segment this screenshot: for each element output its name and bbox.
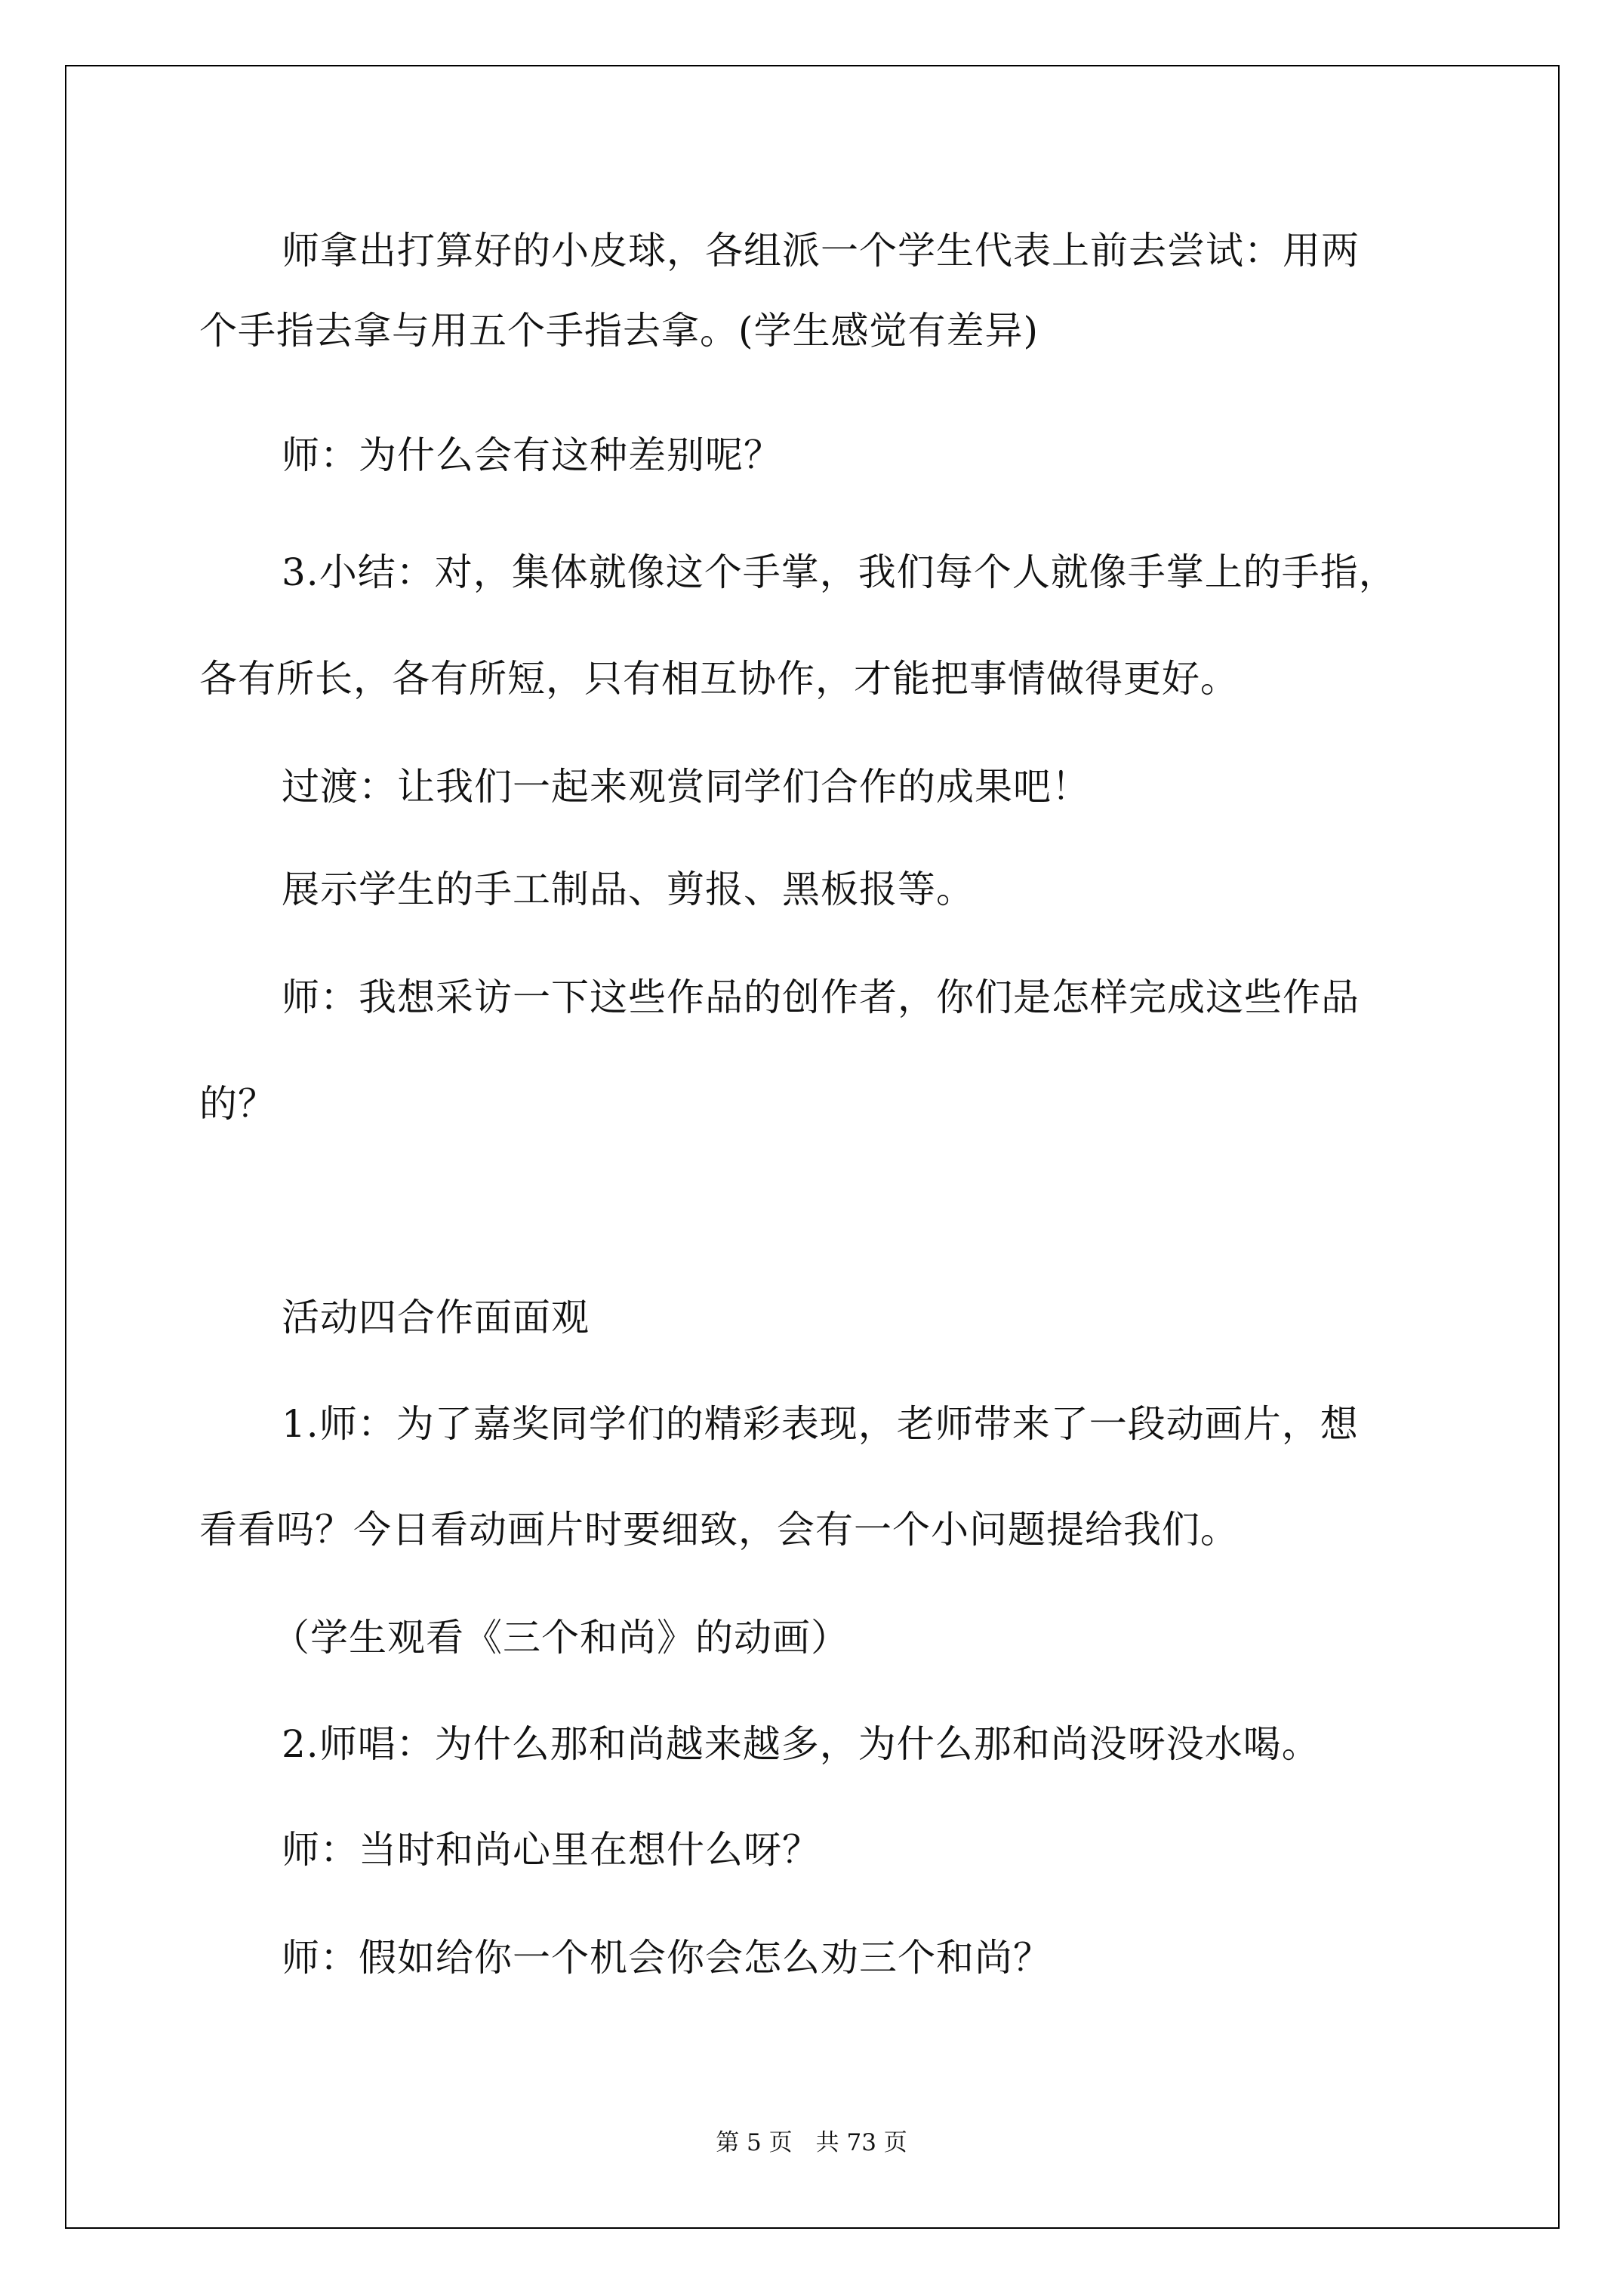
paragraph-line-11: 1.师：为了嘉奖同学们的精彩表现，老师带来了一段动画片，想 [282,1402,1359,1446]
paragraph-line-9: 的？ [199,1082,276,1126]
paragraph-line-13: （学生观看《三个和尚》的动画） [272,1616,849,1660]
paragraph-line-2: 个手指去拿与用五个手指去拿。(学生感觉有差异) [199,309,1039,353]
paragraph-line-5: 各有所长，各有所短，只有相互协作，才能把事情做得更好。 [199,657,1239,701]
page-number-footer: 第 5 页 共 73 页 [716,2129,907,2156]
section-heading: 活动四合作面面观 [282,1296,590,1339]
paragraph-line-14: 2.师唱：为什么那和尚越来越多，为什么那和尚没呀没水喝。 [282,1722,1320,1766]
paragraph-line-16: 师：假如给你一个机会你会怎么劝三个和尚？ [282,1936,1052,1980]
paragraph-line-8: 师：我想采访一下这些作品的创作者，你们是怎样完成这些作品 [282,975,1360,1019]
paragraph-line-15: 师：当时和尚心里在想什么呀？ [282,1828,821,1872]
paragraph-line-4: 3.小结：对，集体就像这个手掌，我们每个人就像手掌上的手指， [282,550,1397,594]
page-border [65,65,1560,2229]
paragraph-line-6: 过渡：让我们一起来观赏同学们合作的成果吧！ [282,765,1090,809]
paragraph-line-1: 师拿出打算好的小皮球，各组派一个学生代表上前去尝试：用两 [282,229,1360,273]
paragraph-line-7: 展示学生的手工制品、剪报、黑板报等。 [282,868,975,911]
paragraph-line-3: 师：为什么会有这种差别呢？ [282,433,782,477]
paragraph-line-12: 看看吗？今日看动画片时要细致，会有一个小问题提给我们。 [199,1508,1239,1552]
